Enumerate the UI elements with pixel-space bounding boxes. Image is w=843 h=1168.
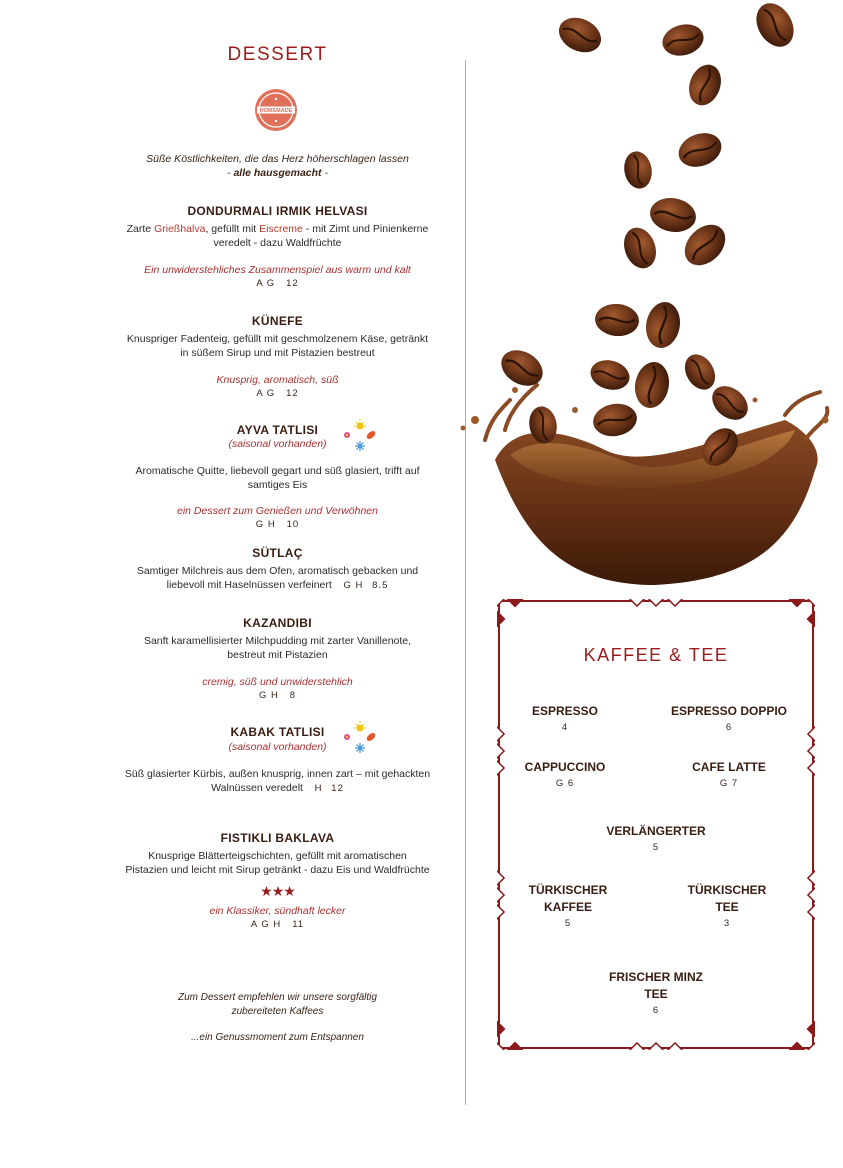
dish-name: AYVA TATLISI (236, 423, 319, 437)
desc-line: Aromatische Quitte, liebevoll gegart und süß glasiert, trifft auf (135, 465, 420, 477)
drink-name: VERLÄNGERTER (606, 824, 706, 838)
seasons-icon (340, 418, 380, 454)
drink-name: ESPRESSO (531, 704, 599, 718)
allergen-codes: H (314, 783, 323, 794)
dish-price: 11 (292, 919, 305, 930)
dish-meta (0, 690, 555, 701)
intro-line-1: Süße Köstlichkeiten, die das Herz höherschlagen lassen (146, 153, 409, 165)
drink-price: 6 (725, 722, 733, 733)
drink-name: CAPPUCCINO (524, 760, 606, 774)
drink-item (581, 823, 731, 853)
desc-line: liebevoll mit Haselnüssen verfeinert (166, 579, 332, 591)
coffee-beans-splash-image (455, 0, 843, 600)
dish-name: SÜTLAÇ (252, 546, 303, 560)
desc-line: samtiges Eis (247, 479, 308, 491)
desc-line: bestreut mit Pistazien (227, 649, 328, 661)
drink-price: 4 (561, 722, 569, 733)
dish-price: 8.5 (372, 580, 389, 591)
drink-name-line: FRISCHER MINZ (609, 970, 703, 984)
kaffee-tee-title: KAFFEE & TEE (583, 645, 729, 665)
drink-item (652, 882, 802, 929)
drink-name-line: TÜRKISCHER (687, 883, 767, 897)
dish-price: 12 (286, 388, 299, 399)
allergen-codes: A G (256, 278, 276, 289)
drink-item (490, 759, 640, 789)
desc-line: Samtiger Milchreis aus dem Ofen, aromatisch gebacken und (136, 565, 419, 577)
seasonal-note: (saisonal vorhanden) (228, 741, 327, 753)
drink-name-line: KAFFEE (544, 900, 592, 914)
desc-line: Sanft karamellisierter Milchpudding mit zarter Vanillenote, (143, 635, 412, 647)
desc-highlight: Grießhalva (154, 223, 206, 235)
drink-price: 5 (652, 842, 660, 853)
drink-name: CAFE LATTE (692, 760, 766, 774)
dish-tagline: Knusprig, aromatisch, süß (216, 374, 339, 386)
drink-price: G 7 (719, 778, 739, 789)
intro-dash-right: - (324, 167, 328, 179)
drink-price: 3 (723, 918, 731, 929)
dish-price: 12 (331, 783, 344, 794)
desc-line: Pistazien und leicht mit Sirup getränkt - dazu Eis und Waldfrüchte (125, 864, 430, 876)
dish-price: 12 (286, 278, 299, 289)
seasonal-note: (saisonal vorhanden) (228, 438, 327, 450)
drink-name: ESPRESSO DOPPIO (670, 704, 788, 718)
allergen-codes: G H (255, 519, 276, 530)
badge-text: HOMEMADE (259, 108, 293, 114)
drink-price: 5 (564, 918, 572, 929)
desc-line: in süßem Sirup und mit Pistazien bestreut (180, 347, 375, 359)
seasons-icon (340, 720, 380, 756)
closing-line: zubereiteten Kaffees (231, 1006, 324, 1017)
dish-name: KÜNEFE (251, 314, 304, 328)
rating-stars-icon: ★★★ (260, 883, 295, 899)
dish-name: KAZANDIBI (243, 616, 312, 630)
dish-tagline: ein Klassiker, sündhaft lecker (209, 905, 346, 917)
closing-line: Zum Dessert empfehlen wir unsere sorgfältig (178, 992, 377, 1003)
desc-line: veredelt - dazu Waldfrüchte (213, 237, 342, 249)
drink-name-line: TEE (644, 987, 668, 1001)
drink-item (490, 703, 640, 733)
desc-line: Süß glasierter Kürbis, außen knusprig, innen zart – mit gehackten (124, 768, 431, 780)
dish-description (0, 849, 555, 877)
dish-tagline: ein Dessert zum Genießen und Verwöhnen (177, 505, 378, 517)
desc-part: Zarte (126, 223, 155, 235)
dish-name: KABAK TATLISI (230, 725, 325, 739)
dish-description (0, 767, 555, 796)
desc-part: - mit Zimt und Pinienkerne (302, 223, 429, 235)
dish-price: 10 (286, 519, 300, 530)
drink-item (493, 882, 643, 929)
dish-tagline: cremig, süß und unwiderstehlich (202, 676, 353, 688)
closing-tagline: ...ein Genussmoment zum Entspannen (191, 1032, 364, 1043)
dish-meta (0, 919, 555, 930)
allergen-codes: G H (258, 690, 279, 701)
desc-highlight: Eiscreme (259, 223, 303, 235)
dish-tagline: Ein unwiderstehliches Zusammenspiel aus warm und kalt (144, 264, 411, 276)
dessert-title: DESSERT (227, 44, 328, 65)
drink-name-line: TEE (715, 900, 739, 914)
drink-name-line: TÜRKISCHER (528, 883, 608, 897)
desc-line: Walnüssen veredelt (211, 782, 303, 794)
allergen-codes: A G (256, 388, 276, 399)
allergen-codes: A G H (250, 919, 282, 930)
closing-note (0, 991, 555, 1019)
drink-price: G 6 (555, 778, 575, 789)
desc-line: Knusprige Blätterteigschichten, gefüllt mit aromatischen (148, 850, 407, 862)
dish-description (0, 634, 555, 662)
drink-item (654, 703, 804, 733)
dish-name: FISTIKLI BAKLAVA (220, 831, 335, 845)
allergen-codes: G H (343, 580, 364, 591)
drink-item (581, 969, 731, 1016)
dish-price: 8 (289, 690, 297, 701)
drink-item (654, 759, 804, 789)
intro-homemade-note: alle hausgemacht (233, 167, 322, 179)
desc-line: Knuspriger Fadenteig, gefüllt mit geschmolzenem Käse, getränkt (126, 333, 429, 345)
desc-part: , gefüllt mit (205, 223, 260, 235)
homemade-badge-icon (254, 88, 298, 132)
intro-dash-left: - (227, 167, 231, 179)
dish-name: DONDURMALI IRMIK HELVASI (187, 204, 368, 218)
drink-price: 6 (652, 1005, 660, 1016)
